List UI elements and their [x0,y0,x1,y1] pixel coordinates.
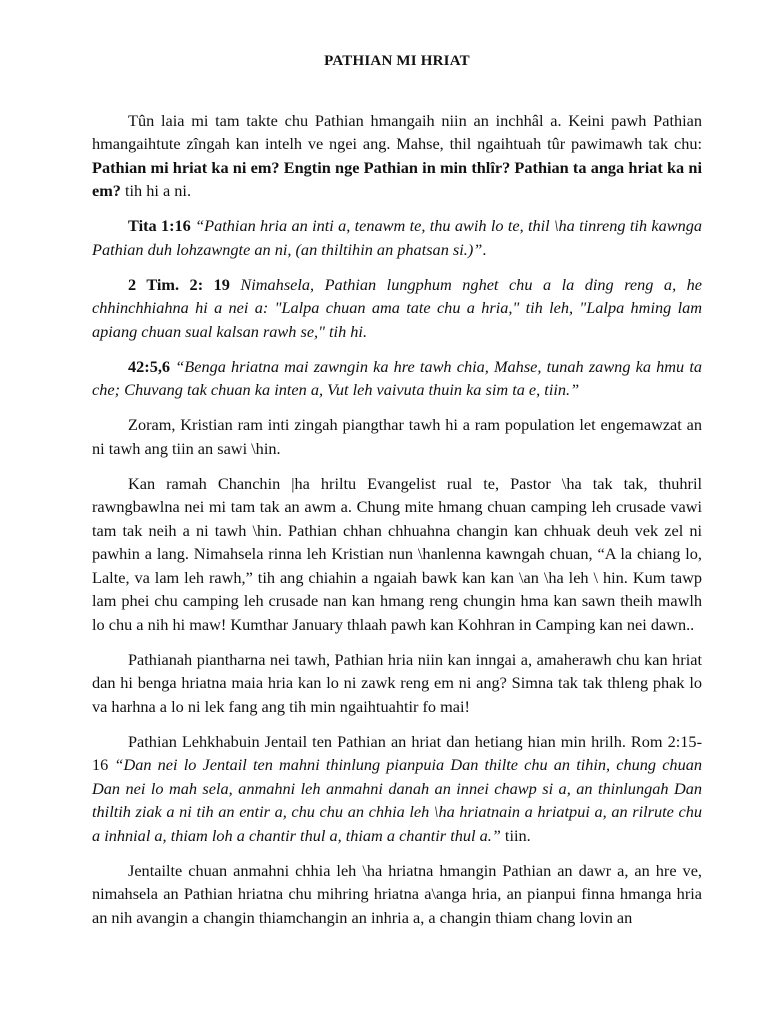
paragraph-jentail [92,730,702,848]
scripture-quote-timothy [92,273,702,344]
paragraph-piantharna: Pathianah piantharna nei tawh, Pathian hria niin kan inngai a, amaherawh chu kan hriat dan hi benga hriatna maia hria kan lo ni zawk reng em ni ang? Simna tak tak thleng phak lo va harhna a lo ni lek fang ang tih min ngaihtuahtir fo mai! [92,649,702,716]
paragraph-text: Tûn laia mi tam takte chu Pathian hmangaih niin an inchhâl a. Keini pawh Pathian hmangaihtute zîngah kan intelh ve ngei ang. Mahse, thil ngaihtuah tûr pawimawh tak chu: [92,110,702,153]
scripture-quote-titus [92,214,702,261]
paragraph-evangelist: Kan ramah Chanchin |ha hriltu Evangelist rual te, Pastor \ha tak tak, thuhril rawngbawlna nei mi tam tak an awm a. Chung mite hmang chuan camping leh crusade vawi tam tak neih a ni tawh \hin. Pathian chhan chhuahna changin kan chhuak deuh vek zel ni pawhin a lang. Nimahsela rinna leh Kristian nun \hanlenna kawngah chuan, “A la chiang lo, Lalte, va lam leh rawh,” tih ang chiahin a ngaiah bawk kan kan \an \ha leh \ hin. Kum tawp lam phei chu camping leh crusade nan kan hmang reng chungin hma kan sawn theih mawlh lo chu a nih hi maw! Kumthar January thlaah pawh kan Kohhran in Camping kan nei dawn.. [92,473,702,634]
paragraph-text: tiin. [500,825,531,845]
document-title: PATHIAN MI HRIAT [324,53,470,69]
paragraph-text: . [482,239,487,259]
bold-question: Pathian mi hriat ka ni em? Engtin nge Pathian in min thlîr? Pathian ta anga hriat ka ni em? [92,157,702,200]
paragraph-jentailte: Jentailte chuan anmahni chhia leh \ha hriatna hmangin Pathian an dawr a, an hre ve, nimahsela an Pathian hriatna chu mihring hriatna a\anga hria, an pianpui finna hmanga hria an nih avangin a changin thiamchangin an inhria a, a changin thiam chang lovin an [92,860,702,927]
scripture-quote-job [92,355,702,402]
paragraph-text: tih hi a ni. [120,181,192,200]
scripture-text: “Dan nei lo Jentail ten mahni thinlung pianpuia Dan thilte chu an tihin, chung chuan Dan nei lo mah sela, anmahni leh anmahni danah an innei chawp si a, an thinlungah Dan thiltih ziak a ni tih an entir a, chu chu an chhia leh \ha hriatnain a hriatpui a, an rilrute chu a inhnial a, thiam loh a chantir thul a, thiam a chantir thul a.” [92,755,702,845]
scripture-text: “Benga hriatna mai zawngin ka hre tawh chia, Mahse, tunah zawng ka hmu ta che; Chuvang tak chuan ka inten a, Vut leh vaivuta thuin ka sim ta e, tiin.” [92,356,702,399]
paragraph-text: Pathian Lehkhabuin Jentail ten Pathian an hriat dan hetiang hian min hrilh. Rom 2:15-16 [92,731,702,774]
scripture-text: Nimahsela, Pathian lungphum nghet chu a la ding reng a, he chhinchhiahna hi a nei a: "Lalpa chuan ama tate chu a hria," tih leh, "Lalpa hming lam apiang chuan sual kalsan rawh se," tih hi. [92,274,703,341]
scripture-reference: 2 Tim. 2: 19 [128,274,230,294]
paragraph-zoram: Zoram, Kristian ram inti zingah piangthar tawh hi a ram population let engemawzat an ni tawh ang tiin an sawi \hin. [92,415,702,458]
scripture-reference: Tita 1:16 [128,216,191,235]
paragraph-intro [92,109,702,203]
scripture-reference: 42:5,6 [128,356,171,376]
scripture-text: “Pathian hria an inti a, tenawm te, thu awih lo te, thil \ha tinreng tih kawnga Pathian duh lohzawngte an ni, (an thiltihin an phatsan si.)” [92,216,702,259]
